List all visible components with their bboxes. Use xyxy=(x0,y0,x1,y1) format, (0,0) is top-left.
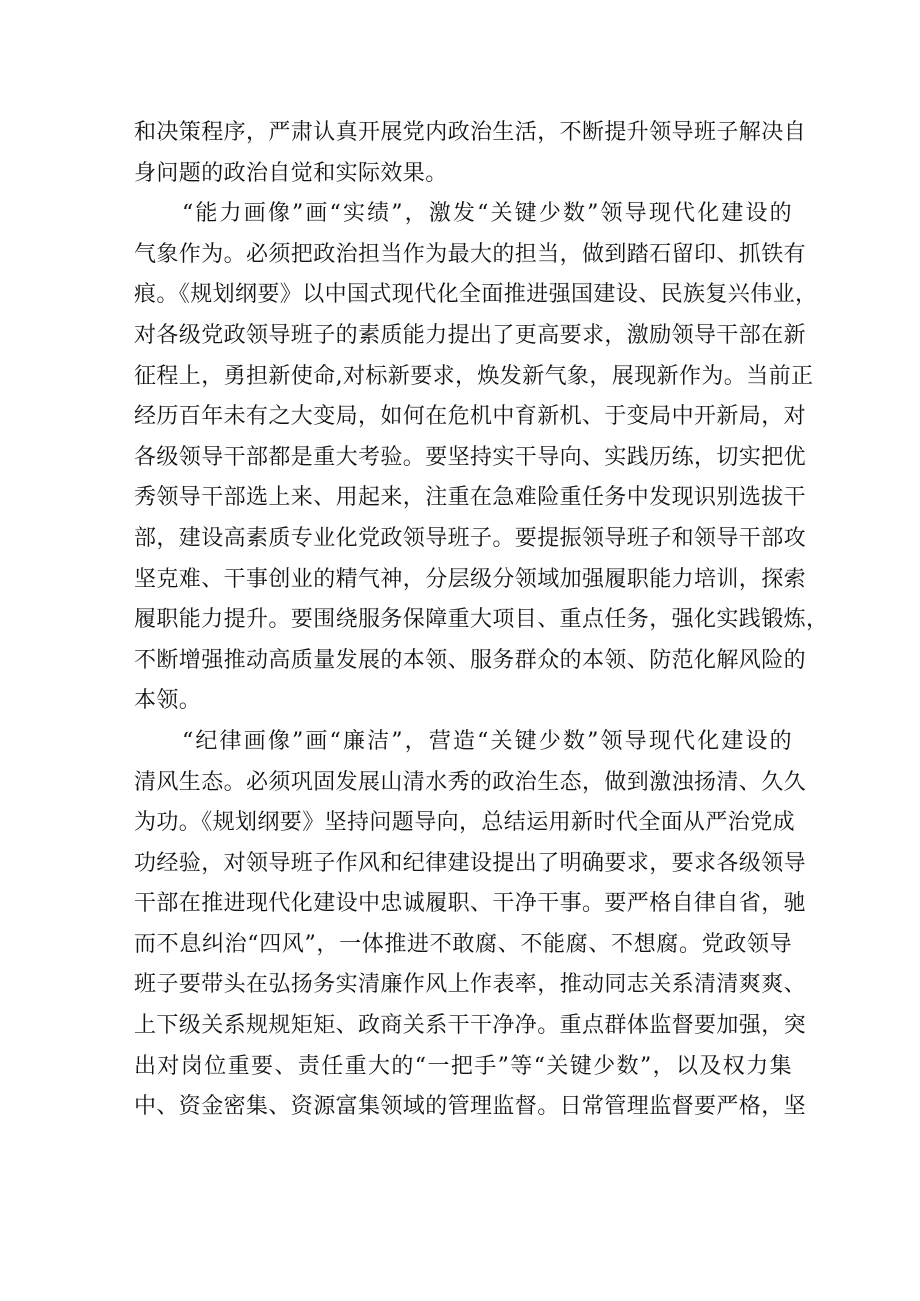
text-line: 和决策程序，严肃认真开展党内政治生活，不断提升领导班子解决自 xyxy=(134,120,807,145)
paragraph-3 xyxy=(134,722,807,1128)
text-line: “纪律画像”画“廉洁”，营造“关键少数”领导现代化建设的 xyxy=(182,728,792,754)
text-line: 不断增强推动高质量发展的本领、服务群众的本领、防范化解风险的 xyxy=(134,647,807,673)
text-line: 出对岗位重要、责任重大的“一把手”等“关键少数”，以及权力集 xyxy=(134,1053,792,1079)
text-line: 对各级党政领导班子的素质能力提出了更高要求，激励领导干部在新 xyxy=(134,322,807,348)
text-line: 痕。《规划纲要》以中国式现代化全面推进强国建设、民族复兴伟业， xyxy=(134,282,818,308)
document-body xyxy=(134,113,829,1128)
text-line: 秀领导干部选上来、用起来，注重在急难险重任务中发现识别选拔干 xyxy=(134,485,807,511)
text-line: 经历百年未有之大变局，如何在危机中育新机、于变局中开新局，对 xyxy=(134,404,807,430)
text-line: 上下级关系规规矩矩、政商关系干干净净。重点群体监督要加强，突 xyxy=(134,1013,807,1039)
text-line: “能力画像”画“实绩”，激发“关键少数”领导现代化建设的 xyxy=(182,201,792,227)
text-line: 征程上，勇担新使命,对标新要求，焕发新气象，展现新作为。当前正 xyxy=(134,363,814,389)
text-line: 各级领导干部都是重大考验。要坚持实干导向、实践历练，切实把优 xyxy=(134,444,807,470)
text-line: 清风生态。必须巩固发展山清水秀的政治生态，做到激浊扬清、久久 xyxy=(134,769,807,795)
text-line: 班子要带头在弘扬务实清廉作风上作表率，推动同志关系清清爽爽、 xyxy=(134,972,807,998)
text-line: 功经验，对领导班子作风和纪律建设提出了明确要求，要求各级领导 xyxy=(134,850,807,876)
text-line: 干部在推进现代化建设中忠诚履职、干净干事。要严格自律自省，驰 xyxy=(134,891,807,917)
text-line: 而不息纠治“四风”，一体推进不敢腐、不能腐、不想腐。党政领导 xyxy=(134,931,792,957)
text-line: 履职能力提升。要围绕服务保障重大项目、重点任务，强化实践锻炼， xyxy=(134,607,829,633)
text-line: 坚克难、干事创业的精气神，分层级分领域加强履职能力培训，探索 xyxy=(134,566,807,592)
text-line: 本领。 xyxy=(134,688,202,714)
text-line: 气象作为。必须把政治担当作为最大的担当，做到踏石留印、抓铁有 xyxy=(134,241,807,267)
text-line: 部，建设高素质专业化党政领导班子。要提振领导班子和领导干部攻 xyxy=(134,525,807,551)
text-line: 为功。《规划纲要》坚持问题导向，总结运用新时代全面从严治党成 xyxy=(134,810,796,836)
text-line: 身问题的政治自觉和实际效果。 xyxy=(134,160,448,186)
paragraph-2 xyxy=(134,194,829,722)
paragraph-1 xyxy=(134,113,807,194)
text-line: 中、资金密集、资源富集领域的管理监督。日常管理监督要严格，坚 xyxy=(134,1094,807,1120)
